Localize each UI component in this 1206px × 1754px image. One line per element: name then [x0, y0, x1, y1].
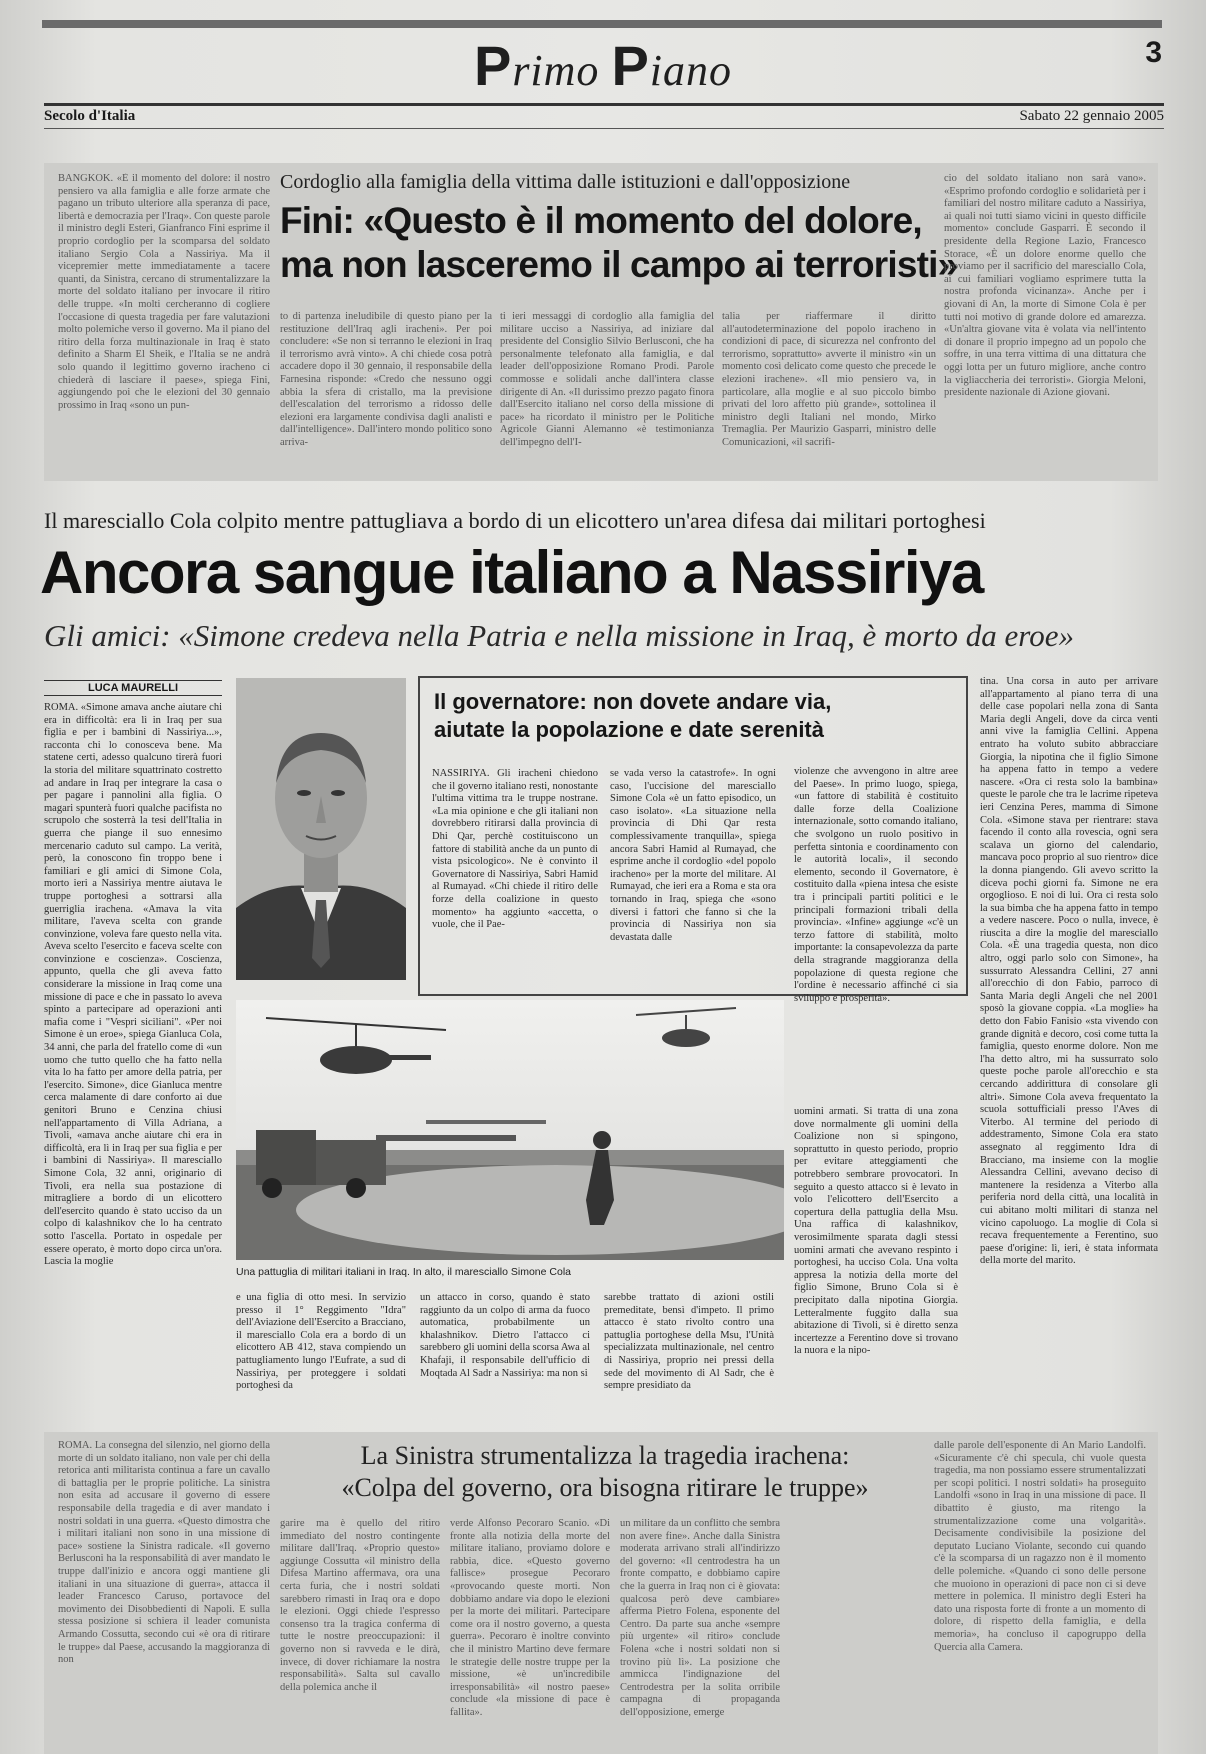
- main-subhead: Gli amici: «Simone credeva nella Patria e nella missione in Iraq, è morto da eroe»: [44, 618, 1074, 653]
- fini-col-3: ti ieri messaggi di cordoglio alla famiglia del militare ucciso a Nassiriya, ad iniziare dal presidente del Consiglio Silvio Berlusconi, che ha personalmente telefonato alla famiglia, e dal leader dell'opposizione Romano Prodi. Parole commosse e solidali anche dall'intera classe dirigente di An. «Il durissimo prezzo pagato finora dall'Esercito italiano nel corso della missione di pace» ha ricordato il ministro per le Politiche Agricole Gianni Alemanno «è testimonianza dell'impegno dell'I-: [500, 311, 714, 448]
- main-headline: Ancora sangue italiano a Nassiriya: [40, 539, 983, 606]
- sinistra-col-5: dalle parole dell'esponente di An Mario Landolfi. «Sicuramente c'è chi specula, chi vuole questa tragedia, ma non possiamo essere strumentalizzati per scopi politici. I nostri soldati» ha proseguito Landolfi «sono in Iraq in una missione di pace. Il dibattito è giusto, ma ritengo la strumentalizzazione come una volgarità». Decisamente condivisibile la posizione del deputato Luciano Violante, secondo cui quando c'è la scomparsa di un ragazzo non è il momento delle polemiche. «Quando ci sono delle persone che muoiono in operazioni di pace non ci si deve mettere in polemica. Il ministro degli Esteri ha dato una risposta forte di fronte a un momento di dolore, di rispetto della famiglia, e della memoria», ha concluso il capogruppo della Quercia alla Camera.: [934, 1440, 1146, 1653]
- sinistra-col-2: garire ma è quello del ritiro immediato del nostro contingente militare dall'Iraq. «Proprio questo» aggiunge Cossutta «il ministro della Difesa Martino affermava, ora una certa furia, che i nostri soldati sarebbero rimasti in Iraq ora e dopo le elezioni. Oggi chiede l'espresso consenso tra la tragica conferma di tutte le nostre preoccupazioni: il governo non si ravveda e le dirà, invece, di dover richiamare la nostra responsabilità». Salta sul cavallo della polemica anche il: [280, 1518, 440, 1693]
- main-kicker: Il maresciallo Cola colpito mentre pattugliava a bordo di un elicottero un'area difesa dai militari portoghesi: [44, 508, 986, 533]
- governor-headline-line-1: Il governatore: non dovete andare via,: [434, 689, 832, 714]
- governor-col-3: violenze che avvengono in altre aree del Paese». In primo luogo, spiega, «un fattore di stabilità è costituito dalle forze della Coalizione internazionale, sotto comando italiano, che svolgono un ruolo positivo in perfetta sintonia e coordinamento con le autorità locali», il secondo elemento, secondo il Governatore, è costituito dalla «piena intesa che esiste tra i principali partiti politici e le principali formazioni tribali della provincia». «Infine» aggiunge «c'è un terzo fattore di stabilità, molto importante: la consapevolezza da parte della stragrande maggioranza della popolazione di questa regione che l'ordine è necessario affinché ci sia sviluppo e prosperità».: [794, 766, 958, 1004]
- fini-headline-line-1: Fini: «Questo è il momento del dolore,: [280, 200, 922, 241]
- photo-caption: Una pattuglia di militari italiani in Iraq. In alto, il maresciallo Simone Cola: [236, 1266, 571, 1278]
- main-col-1: ROMA. «Simone amava anche aiutare chi era in difficoltà: era lì in Iraq per sua figlia e per i bambini di Nassiriya...», racconta chi lo conosceva bene. Ma statene certi, adesso qualcuno tirerà fuori la storia del militare squattrinato costretto ad andare in Iraq per integrare la casa o per pagare i pannolini alla figlia. O magari spunterà fuori qualche pacifista no scrupolo che sosterrà la tesi dell'Italia in guerra che piange il suo ennesimo mercenario caduto sul campo. La verità, però, la conoscono fin troppo bene i familiari e gli amici di Simone Cola, morto ieri a Nassiriya mentre aiutava le truppe portoghesi a sottrarsi alla guerriglia irachena. «Amava la vita militare, l'aveva scelta con grande convinzione, voleva fare questo nella vita. Aveva scelto l'esercito e faceva scelte con convinzione e coscienza». Coscienza, appunto, quella che gli aveva fatto considerare la missione in Iraq come una missione di pace e che in passato lo aveva spinto a partecipare ad operazioni anti mafia come i "Vespri siciliani". «Per noi Simone è un eroe», spiega Gianluca Cola, 34 anni, che parla del fratello come di «un uomo che tutto quello che ha fatto nella vita lo ha fatto per amore della patria, per l'esercito. Simone», dice Gianluca mentre cerca malamente di dare conforto ai due genitori Bruno e Cenzina chiusi nell'appartamento di Villa Adriana, a Tivoli, «amava anche aiutare chi era in difficoltà, era lì in Iraq per sua figlia e per i bambini di Nassiriya». Il maresciallo Simone Cola, 32 anni, originario di Tivoli, era nella sua postazione di mitragliere a bordo di un elicottero dell'esercito quando è stato ucciso da un colpo di kalashnikov che lo ha centrato sotto l'ascella. Portato in ospedale per essere operato, è morto dopo circa un'ora. Lascia la moglie: [44, 702, 222, 1268]
- patrol-illustration: [236, 1000, 784, 1260]
- newspaper-brand: Secolo d'Italia: [44, 108, 136, 124]
- page-number: 3: [1145, 36, 1162, 69]
- fini-headline: [280, 199, 960, 287]
- portrait-photo: [236, 678, 406, 980]
- issue-date: Sabato 22 gennaio 2005: [1019, 108, 1164, 124]
- governor-headline-line-2: aiutate la popolazione e date serenità: [434, 717, 824, 742]
- sinistra-col-1: ROMA. La consegna del silenzio, nel giorno della morte di un soldato italiano, non vale per chi della retorica anti militarista continua a fare un cavallo di battaglia per le proprie politiche. La sinistra non esita ad accusare il governo di essere responsabile della tragedia e di aver mandato i nostri soldati in una guerra. «Questo dimostra che i militari italiani non sono in una missione di pace» sostiene la Sinistra radicale. «Il governo Berlusconi ha la responsabilità di aver mandato le truppe dall'inizio e ancora oggi mantiene gli italiani in una situazione di guerra», attacca il leader Francesco Caruso, portavoce del movimento dei Disobbedienti di Napoli. E sulla stessa posizione si schiera il leader comunista Armando Cossutta, secondo cui «è ora di ritirare le truppe» dal Paese, accusando la maggioranza di non: [58, 1440, 270, 1666]
- sinistra-col-3: verde Alfonso Pecoraro Scanio. «Di fronte alla notizia della morte del militare italiano, proviamo dolore e rabbia, dice. «Questo governo fallisce» prosegue Pecoraro «provocando queste morti. Non dobbiamo andare via dopo le elezioni per la morte dei militari. Partecipare come ora il nostro governo, a questa guerra». Pecoraro è inoltre convinto che il ministro Martino deve fermare le strategie delle nostre truppe per la missione, «è un'incredibile irresponsabilità» «il nostro paese» conclude «la missione di pace è fallita».: [450, 1518, 610, 1718]
- top-rule: [42, 20, 1162, 28]
- fini-col-2: to di partenza ineludibile di questo piano per la restituzione dell'Iraq agli iracheni». Per poi concludere: «Se non si terranno le elezioni in Iraq il terrorismo avrà vinto». A chi chiede cosa potrà accadere dopo il 30 gennaio, il responsabile della Farnesina risponde: «Credo che nessuno oggi abbia la sfera di cristallo, ma la previsione dell'escalation del terrorismo a ridosso delle elezioni era largamente condivisa dagli analisti e dall'intelligence». Dall'intero mondo politico sono arriva-: [280, 311, 492, 448]
- sinistra-col-4: un militare da un conflitto che sembra non avere fine». Anche dalla Sinistra moderata arrivano strali all'indirizzo del governo: «Il centrodestra ha un fronte compatto, e dobbiamo capire che la guerra in Iraq non ci è giovata: qualcosa però deve cambiare» afferma Pietro Folena, esponente del Centro. Da parte sua anche «sempre più urgente» «il ritiro» conclude Folena «che i nostri soldati non si trovino più lì». La posizione che ammicca l'indignazione del Centrodestra per la solita orribile campagna di propaganda dell'opposizione, emerge: [620, 1518, 780, 1718]
- fini-col-5: cio del soldato italiano non sarà vano». «Esprimo profondo cordoglio e solidarietà per i familiari del nostro militare caduto a Nassiriya, ai quali noi tutti siamo vicini in questo difficile momento» conclude Gasparri. È secondo il presidente della Regione Lazio, Francesco Storace, «È un dolore enorme quello che proviamo per il sacrificio del maresciallo Cola, ai cui familiari vogliamo esprimere tutta la nostra profonda vicinanza». Anche per i giovani di An, la morte di Simone Cola è per tutti noi motivo di grande dolore ed amarezza. «Un'altra giovane vita è volata via nell'intento di donare il proprio impegno ad un popolo che soffre, in una terra vittima di una dittatura che oggi lotta per un futuro migliore, anche contro la vigliaccheria dei terroristi». Giorgia Meloni, presidente nazionale di Azione giovani.: [944, 173, 1146, 399]
- main-col-5: uomini armati. Si tratta di una zona dove normalmente gli uomini della Coalizione non si spingono, soprattutto in questo periodo, proprio per evitare atteggiamenti che potrebbero sembrare provocatori. In seguito a questo attacco si è levato in volo l'elicottero dell'Esercito a copertura della pattuglia della Msu. Una raffica di kalashnikov, verosimilmente sparata dagli stessi uomini armati che avevano respinto i portoghesi, ha ucciso Cola. Una volta appresa la notizia della morte del figlio Simone, Bruno Cola si è precipitato dalla nipotina Giorgia. Letteralmente fuggito dalla sua abitazione di Tivoli, si è diretto senza incertezze a Ferentino dove si trovano la nuora e la nipo-: [794, 1106, 958, 1357]
- main-col-6: tina. Una corsa in auto per arrivare all'appartamento al piano terra di una delle case popolari nella zona di Santa Maria degli Angeli, dove da circa venti anni vive la famiglia Cellini. Appena entrato ha voluto subito abbracciare Giorgia, la nipotina che il figlio Simone ha appena fatto in tempo a vedere nascere. «Ora ci resta solo la bambina» queste le parole che tra le lacrime ripeteva ieri Cenzina Peres, mamma di Simone Cola. «Simone stava per rientrare: stava facendo il conto alla rovescia, ogni sera scalava un giorno del calendario, mancava poco proprio al suo rientro» dice la donna piangendo. Gli avevo scritto la diceva pochi giorni fa. Simone ne era orgoglioso. E noi di lui. Ora ci resta solo la sua bimba che ha appena fatto in tempo a vedere nascere. Poco o nulla, invece, è riuscita a dire la moglie del maresciallo Cola. «È una tragedia questa, non dico altro, oggi parlo solo con Simone», ha sussurrato Alessandra Cellini, 27 anni all'orecchio di don Fabio, parroco di Santa Maria degli Angeli che nel 2001 sposò la giovane coppia. «La moglie» ha detto don Fabio Fanisio «sta vivendo con grande dignità e decoro, così come tutta la famiglia, questo enorme dolore. Non me l'ha detto altro, mi ha sussurrato solo queste poche parole all'orecchio e sta cercando addirittura di consolare gli altri». Simone Cola aveva frequentato la scuola sottufficiali presso l'Aves di Viterbo. Al termine del periodo di addestramento, Simone Cola era stato assegnato al reggimento Idra di Bracciano, ma insieme con la moglie Alessandra Cellini, avevano deciso di mantenere la residenza a Viterbo alla periferia nord della città, una località in cui abitano molti militari di stanza nel vicino capoluogo. La moglie di Cola si recava frequentemente a Ferentino, suo paese d'origine: lì, ieri, è stata informata della morte del marito.: [980, 676, 1158, 1267]
- main-col-4: sarebbe trattato di azioni ostili premeditate, bensì d'impeto. Il primo attacco è stato rivolto contro una pattuglia portoghese della Msu, l'Unità specializzata multinazionale, nel centro di Nassiriya, proprio nei pressi della sede del movimento di Al Sadr, che è sempre presidiato da: [604, 1292, 774, 1392]
- patrol-photo: [236, 1000, 784, 1260]
- governor-col-2: se vada verso la catastrofe». In ogni caso, l'uccisione del maresciallo Simone Cola «è un fatto episodico, un caso isolato». «La situazione nella provincia di Dhi Qar resta complessivamente tranquilla», spiega ancora Sabri Hamid al Rumayad, che esprime anche il cordoglio «del popolo iracheno» per la morte del militare. Al Rumayad, che ieri era a Roma e sta ora tornando in Iraq, spiega che «sono diversi i fattori che fanno sì che la provincia di Nassiriya non sia devastata dalle: [610, 768, 776, 943]
- portrait-illustration: [236, 678, 406, 980]
- sinistra-article-box: [44, 1432, 1158, 1754]
- main-col-3: un attacco in corso, quando è stato raggiunto da un colpo di arma da fuoco automatica, probabilmente un khalashnikov. Dietro l'attacco ci sarebbero gli uomini della scorsa Awa al Khafaji, il responsabile dell'ufficio di Moqtada Al Sadr a Nassiriya: ma non si: [420, 1292, 590, 1379]
- governor-col-1: NASSIRIYA. Gli iracheni chiedono che il governo italiano resti, nonostante l'ultima vittima tra le truppe nostrane. «La mia opinione e che gli italiani non dovrebbero ritirarsi dalla provincia di Dhi Qar, perchè costituiscono un fattore di stabilità anche da un punto di vista psicologico». Ne è convinto il Governatore di Nassiriya, Sabri Hamid al Rumayad. «Chi chiede il ritiro delle forze della coalizione in questo momento» ha aggiunto «accetta, o vuole, che il Pae-: [432, 768, 598, 931]
- fini-col-4: talia per riaffermare il diritto all'autodeterminazione del popolo iracheno in condizioni di pace, di sicurezza nel confronto del terrorismo, soprattutto» avverte il ministro «in un momento così delicato come questo che precede le elezioni irachene». «Il mio pensiero va, in particolare, alla moglie e al suo piccolo bimbo privati del loro affetto più grande», sottolinea il ministro degli Italiani nel mondo, Mirko Tremaglia. Per Maurizio Gasparri, ministro delle Comunicazioni, «il sacrifi-: [722, 311, 936, 448]
- governor-headline: [434, 688, 954, 744]
- section-title: Primo Piano: [473, 34, 733, 97]
- sinistra-headline-line-2: «Colpa del governo, ora bisogna ritirare le truppe»: [341, 1473, 869, 1502]
- fini-article-box: [44, 163, 1158, 481]
- main-col-2: e una figlia di otto mesi. In servizio presso il 1° Reggimento "Idra" dell'Aviazione dell'Esercito a Bracciano, il maresciallo Cola era a bordo di un elicottero AB 412, stava compiendo un pattugliamento lungo l'Eufrate, a sud di Nassiriya, per proteggere i soldati portoghesi da: [236, 1292, 406, 1392]
- dateline: [44, 103, 1164, 129]
- fini-kicker: Cordoglio alla famiglia della vittima dalle istituzioni e dall'opposizione: [280, 171, 851, 193]
- sinistra-headline: [280, 1440, 930, 1504]
- sinistra-headline-line-1: La Sinistra strumentalizza la tragedia irachena:: [360, 1441, 850, 1470]
- byline: LUCA MAURELLI: [44, 680, 222, 696]
- section-masthead: [0, 30, 1206, 102]
- fini-headline-line-2: ma non lasceremo il campo ai terroristi»: [280, 244, 958, 285]
- fini-col-1: BANGKOK. «È il momento del dolore: il nostro pensiero va alla famiglia e alle forze armate che pagano un tributo ulteriore alla speranza di pace, libertà e democrazia per l'Iraq». Con queste parole il ministro degli Esteri, Gianfranco Fini esprime il proprio cordoglio per la scomparsa del soldato italiano Sergio Cola a Nassiriya. Ma il vicepremier mette immediatamente a tacere quanti, da Sinistra, cercano di strumentalizzare la morte del soldato italiano per invocare il ritiro delle truppe. «In molti cercheranno di cogliere l'occasione di questa tragedia per fare valutazioni molto polemiche verso il governo. Ma il piano del ritiro della forza multinazionale in Iraq è stato definito a Sharm El Sheik, e l'Italia se ne andrà solo quando il legittimo governo iracheno ci chiederà di lasciare il paese», spiega Fini, aggiungendo poi che le elezioni del 30 gennaio prossimo in Iraq «sono un pun-: [58, 173, 270, 411]
